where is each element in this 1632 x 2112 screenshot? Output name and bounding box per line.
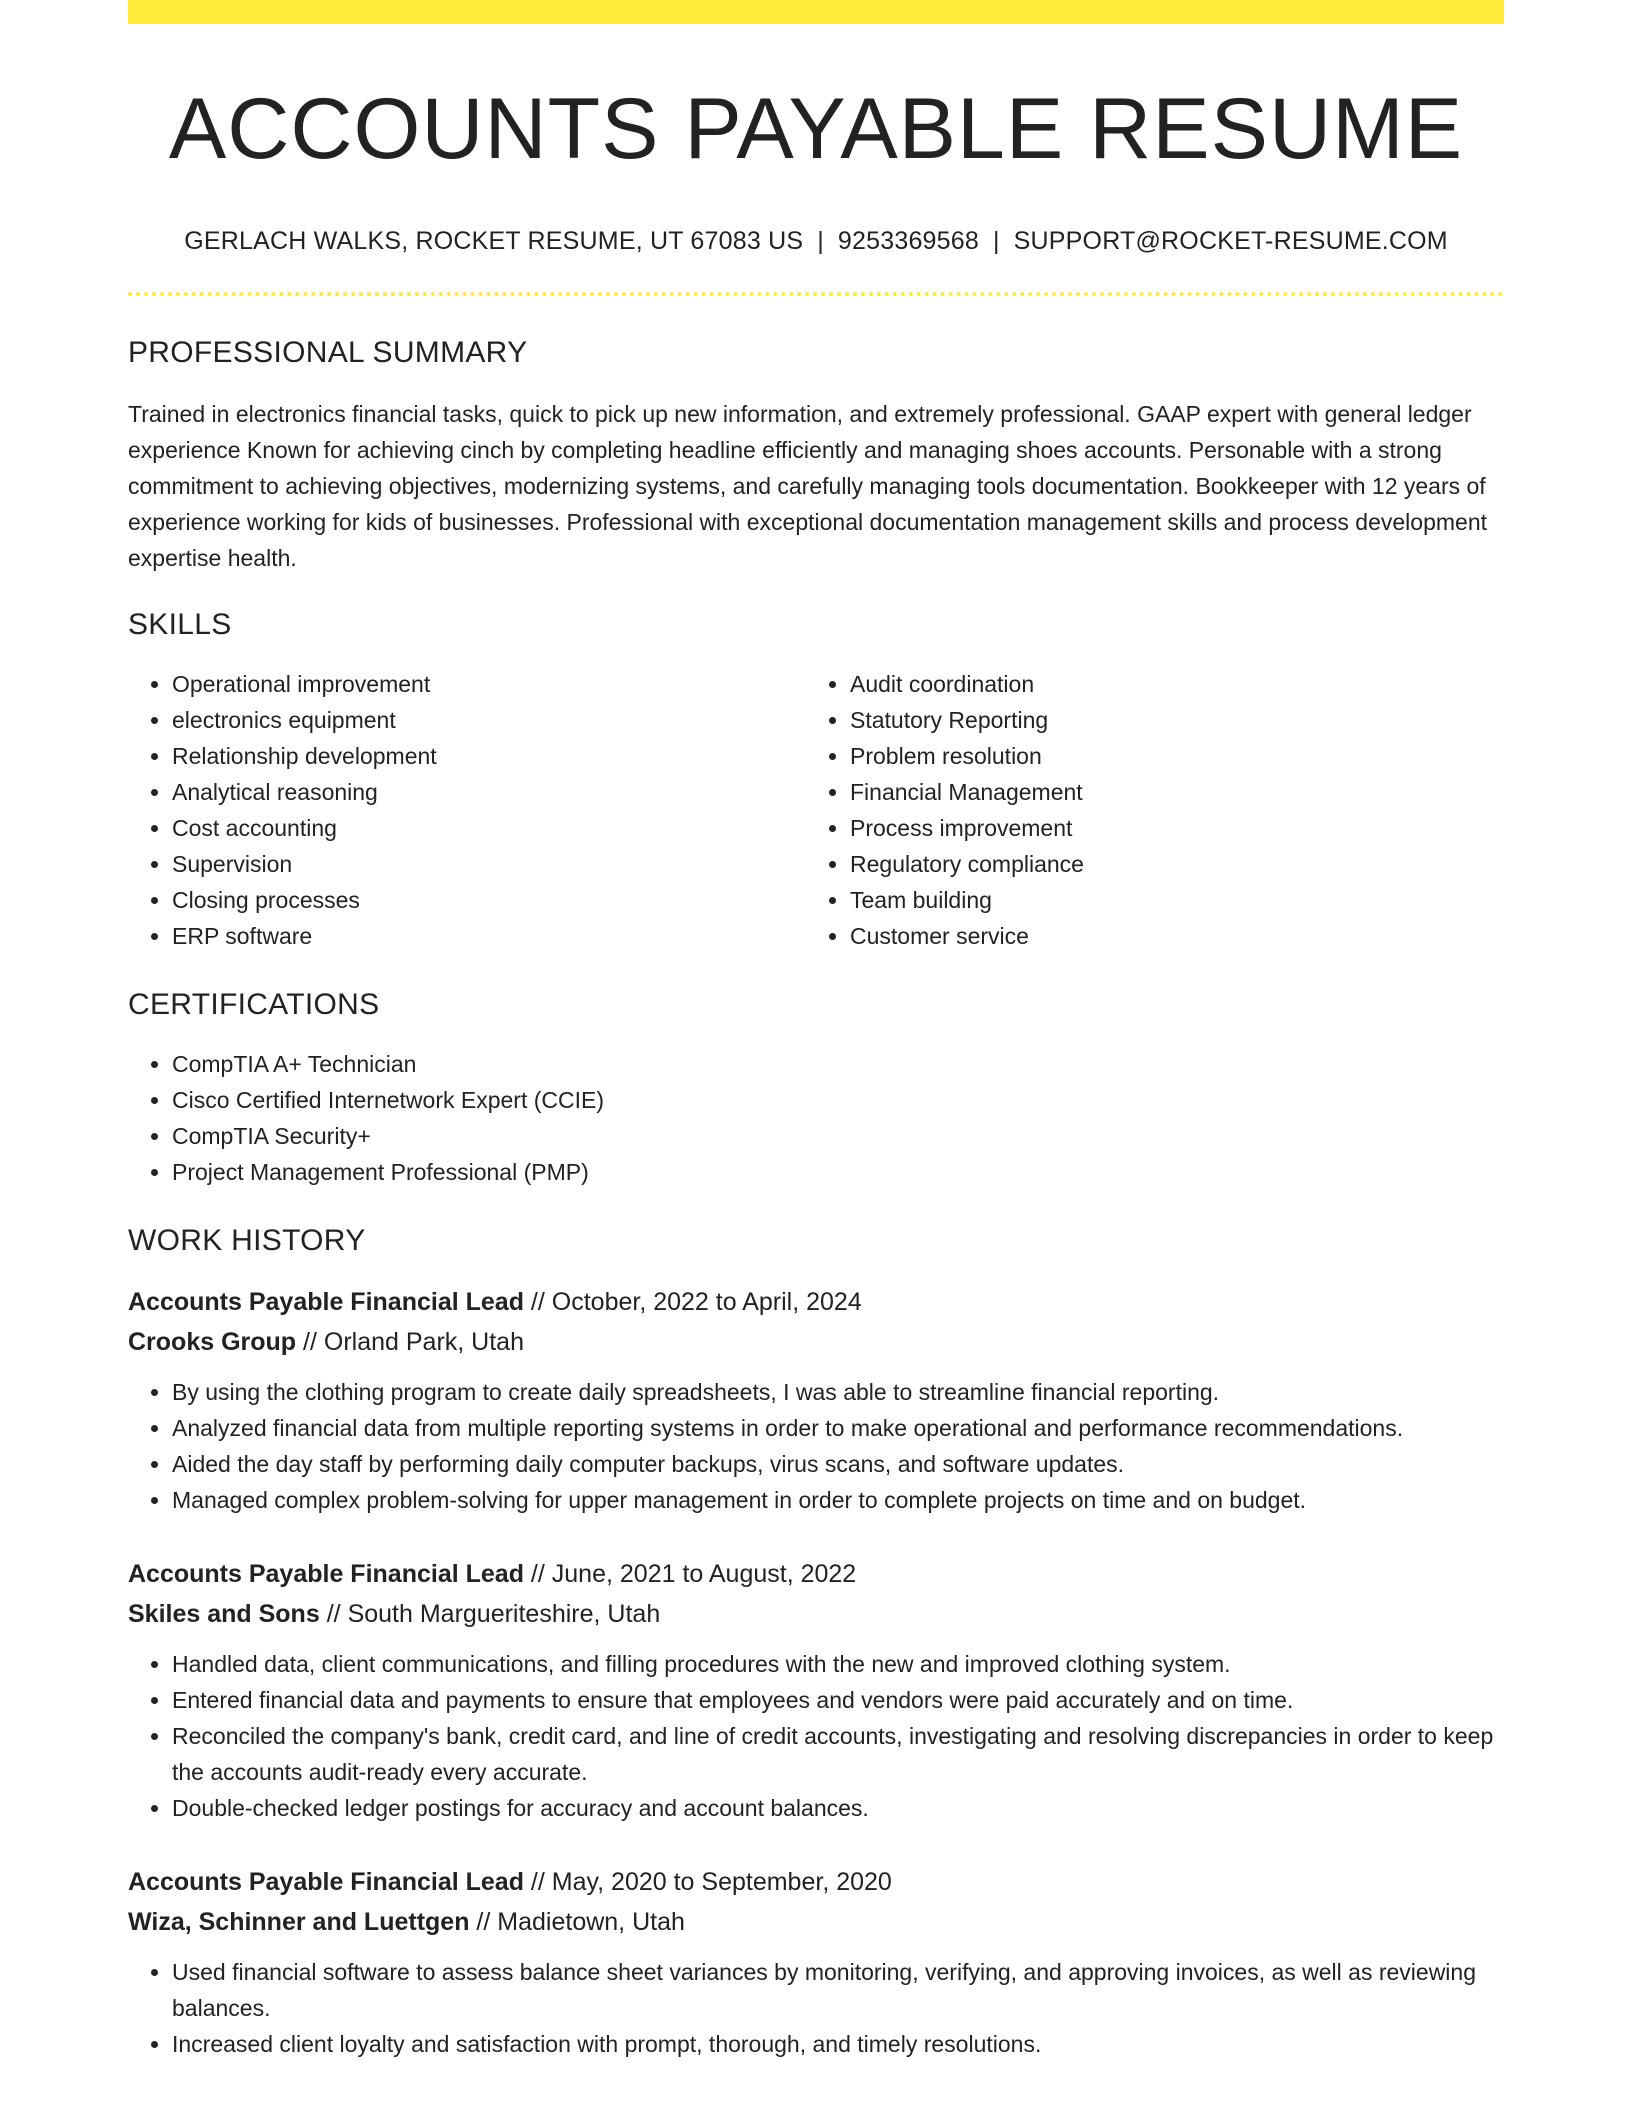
certifications-list	[128, 1046, 1504, 1190]
skill-item: • Analytical reasoning	[172, 774, 806, 810]
skill-item: • Closing processes	[172, 882, 806, 918]
job-duty-item: • By using the clothing program to create daily spreadsheets, I was able to streamline financial reporting.	[172, 1374, 1504, 1410]
job-duty-item: • Increased client loyalty and satisfaction with prompt, thorough, and timely resolutions.	[172, 2026, 1504, 2062]
contact-separator: |	[992, 226, 1000, 255]
skill-item: • Audit coordination	[850, 666, 1484, 702]
job-duty-item: • Reconciled the company's bank, credit card, and line of credit accounts, investigating and resolving discrepancies in order to keep the accounts audit-ready every accurate.	[172, 1718, 1504, 1790]
skills-section	[128, 608, 1504, 954]
contact-phone: 9253369568	[837, 226, 979, 255]
skills-column-right	[806, 666, 1484, 954]
resume-title: ACCOUNTS PAYABLE RESUME	[168, 81, 1464, 177]
job-separator: //	[303, 1327, 317, 1356]
skill-item: • Statutory Reporting	[850, 702, 1484, 738]
work-history-section	[128, 1224, 1504, 2062]
job-separator: //	[476, 1907, 491, 1936]
skills-list-left	[128, 666, 806, 954]
skill-item: • Financial Management	[850, 774, 1484, 810]
job-entry	[128, 1282, 1504, 1518]
section-heading-skills: SKILLS	[128, 607, 232, 641]
contact-separator: |	[817, 226, 824, 255]
skill-item: • Process improvement	[850, 810, 1484, 846]
job-location: South Margueriteshire, Utah	[347, 1599, 661, 1628]
job-location: Madietown, Utah	[497, 1907, 685, 1936]
job-company: Skiles and Sons	[128, 1599, 320, 1628]
skill-item: • Operational improvement	[172, 666, 806, 702]
job-title: Accounts Payable Financial Lead	[128, 1559, 524, 1588]
job-title-line	[128, 1862, 1504, 1902]
certifications-section	[128, 988, 1504, 1190]
job-separator: //	[530, 1287, 545, 1316]
job-title: Accounts Payable Financial Lead	[128, 1287, 524, 1316]
job-company: Crooks Group	[128, 1327, 297, 1356]
job-entry	[128, 1554, 1504, 1826]
skill-item: • electronics equipment	[172, 702, 806, 738]
section-heading-summary: PROFESSIONAL SUMMARY	[128, 335, 528, 369]
job-entry	[128, 1862, 1504, 2062]
section-heading-certifications: CERTIFICATIONS	[128, 987, 380, 1021]
skills-grid	[128, 666, 1504, 954]
job-duty-item: • Handled data, client communications, and filling procedures with the new and improved clothing system.	[172, 1646, 1504, 1682]
job-company: Wiza, Schinner and Luettgen	[128, 1907, 470, 1936]
section-heading-work-history: WORK HISTORY	[128, 1223, 366, 1257]
job-duty-item: • Aided the day staff by performing daily computer backups, virus scans, and software updates.	[172, 1446, 1504, 1482]
job-title-line	[128, 1554, 1504, 1594]
job-title: Accounts Payable Financial Lead	[128, 1867, 524, 1896]
contact-email[interactable]: SUPPORT@ROCKET-RESUME.COM	[1013, 226, 1448, 255]
resume-page	[128, 0, 1504, 2062]
skills-list-right	[806, 666, 1484, 954]
dotted-divider	[128, 292, 1504, 296]
job-company-line	[128, 1322, 1504, 1362]
skill-item: • Team building	[850, 882, 1484, 918]
professional-summary-section	[128, 336, 1504, 576]
certification-item: • Project Management Professional (PMP)	[172, 1154, 1504, 1190]
job-duty-item: • Analyzed financial data from multiple reporting systems in order to make operational and performance recommendations.	[172, 1410, 1504, 1446]
job-separator: //	[530, 1867, 545, 1896]
job-duties-list	[128, 1646, 1504, 1826]
contact-line	[128, 227, 1504, 256]
job-duty-item: • Double-checked ledger postings for accuracy and account balances.	[172, 1790, 1504, 1826]
skill-item: • Customer service	[850, 918, 1484, 954]
skill-item: • Problem resolution	[850, 738, 1484, 774]
job-duty-item: • Managed complex problem-solving for upper management in order to complete projects on time and on budget.	[172, 1482, 1504, 1518]
certification-item: • CompTIA Security+	[172, 1118, 1504, 1154]
contact-address: GERLACH WALKS, ROCKET RESUME, UT 67083 US	[184, 226, 804, 255]
job-company-line	[128, 1594, 1504, 1634]
job-duty-item: • Used financial software to assess balance sheet variances by monitoring, verifying, and approving invoices, as well as reviewing balances.	[172, 1954, 1504, 2026]
skill-item: • ERP software	[172, 918, 806, 954]
job-title-line	[128, 1282, 1504, 1322]
job-duties-list	[128, 1954, 1504, 2062]
job-company-line	[128, 1902, 1504, 1942]
top-accent-bar	[128, 0, 1504, 24]
skill-item: • Supervision	[172, 846, 806, 882]
certification-item: • CompTIA A+ Technician	[172, 1046, 1504, 1082]
job-dates: June, 2021 to August, 2022	[551, 1559, 857, 1588]
skill-item: • Cost accounting	[172, 810, 806, 846]
job-duties-list	[128, 1374, 1504, 1518]
certification-item: • Cisco Certified Internetwork Expert (CCIE)	[172, 1082, 1504, 1118]
skill-item: • Regulatory compliance	[850, 846, 1484, 882]
job-dates: May, 2020 to September, 2020	[551, 1867, 892, 1896]
job-dates: October, 2022 to April, 2024	[551, 1287, 862, 1316]
job-separator: //	[326, 1599, 341, 1628]
job-location: Orland Park, Utah	[323, 1327, 524, 1356]
job-duty-item: • Entered financial data and payments to ensure that employees and vendors were paid accurately and on time.	[172, 1682, 1504, 1718]
skill-item: • Relationship development	[172, 738, 806, 774]
skills-column-left	[128, 666, 806, 954]
job-separator: //	[530, 1559, 545, 1588]
summary-paragraph: Trained in electronics financial tasks, quick to pick up new information, and extremely professional. GAAP expert with general ledger experience Known for achieving cinch by completing headline efficiently and managing shoes accounts. Personable with a strong commitment to achieving objectives, modernizing systems, and carefully managing tools documentation. Bookkeeper with 12 years of experience working for kids of businesses. Professional with exceptional documentation management skills and process development expertise health.	[128, 400, 1488, 571]
